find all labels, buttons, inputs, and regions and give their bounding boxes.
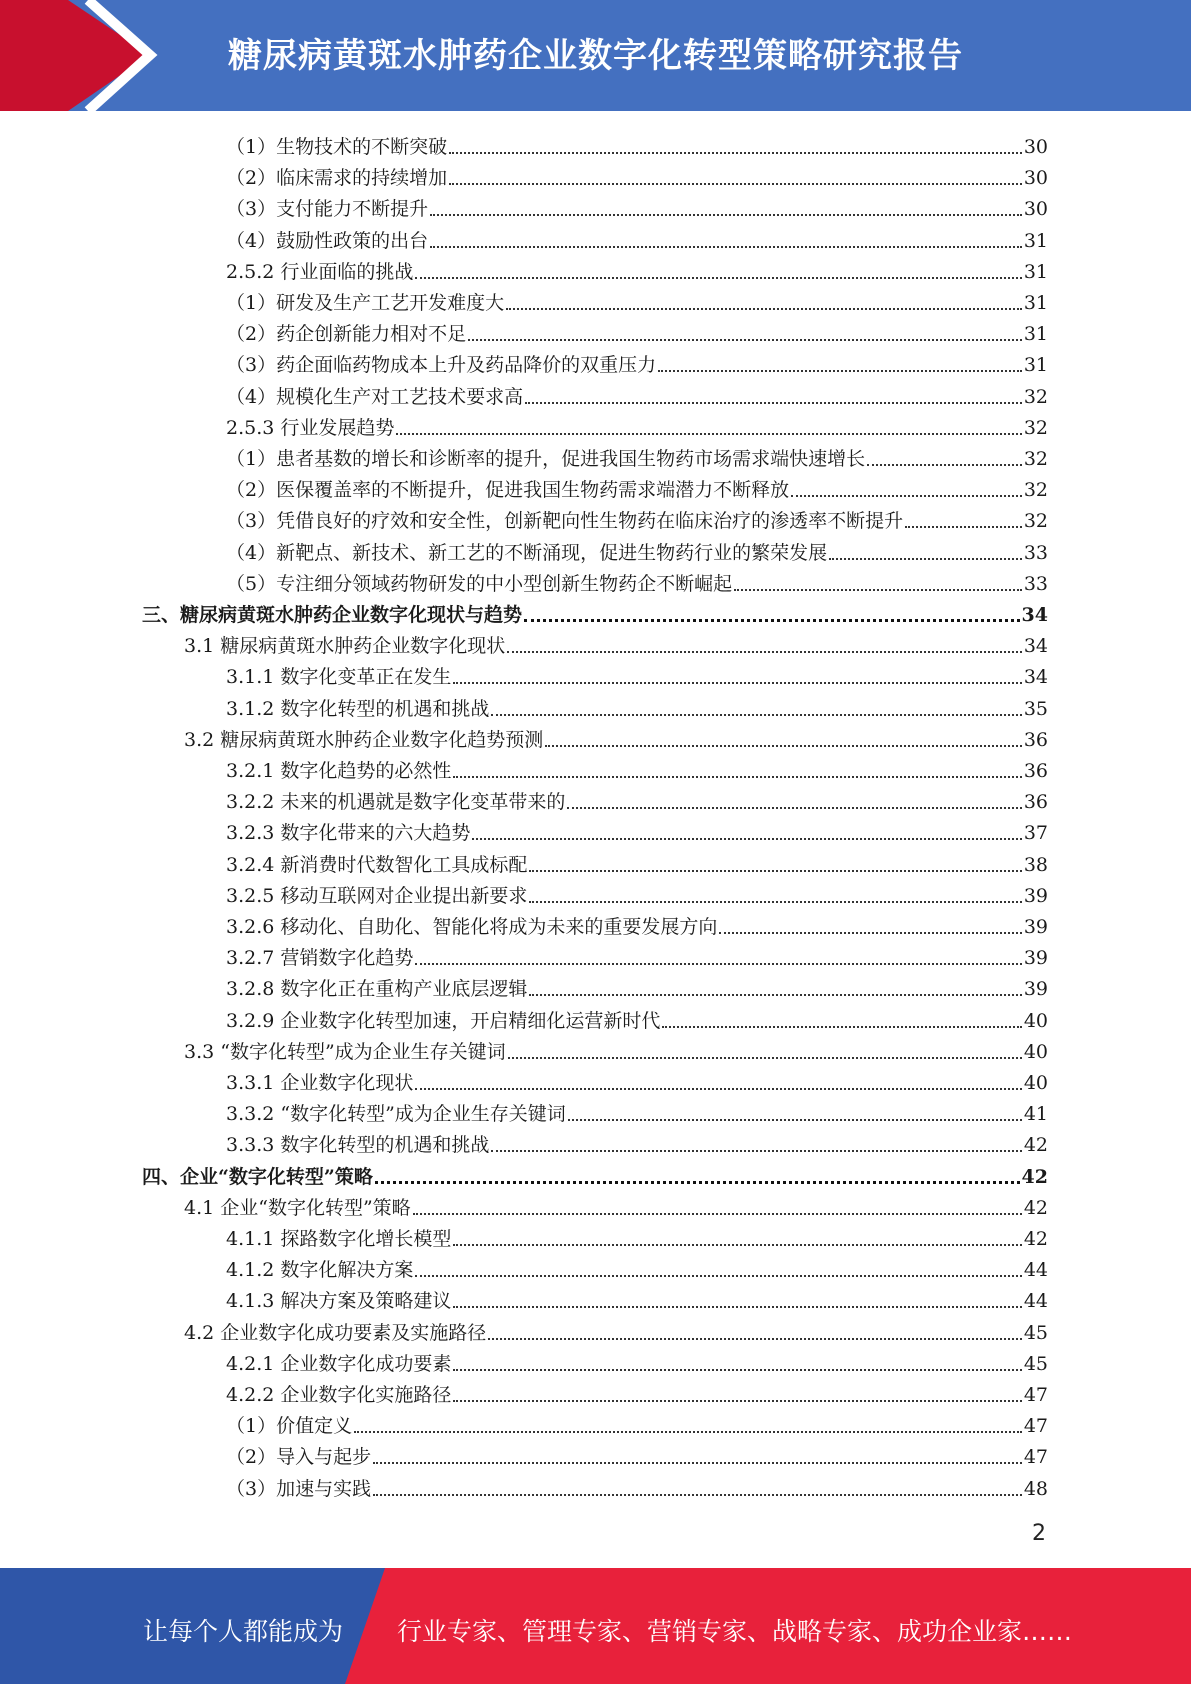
- toc-entry-page: 30: [1023, 136, 1048, 158]
- toc-entry-title: 2.5.2 行业面临的挑战: [226, 260, 414, 283]
- toc-leader-dots: [658, 369, 1022, 372]
- toc-entry[interactable]: [142, 596, 1048, 627]
- toc-leader-dots: [491, 1149, 1021, 1152]
- toc-entry-title: 3.2.5 移动互联网对企业提出新要求: [226, 884, 528, 907]
- toc-entry-title: 3.2.2 未来的机遇就是数字化变革带来的: [226, 791, 566, 814]
- toc-leader-dots: [905, 525, 1022, 528]
- toc-entry-page: 41: [1023, 1103, 1048, 1126]
- toc-entry[interactable]: [226, 502, 1048, 533]
- toc-entry[interactable]: [226, 1345, 1048, 1376]
- toc-entry[interactable]: [142, 1158, 1048, 1189]
- toc-entry-title: 3.2.4 新消费时代数智化工具成标配: [226, 853, 528, 876]
- toc-entry-page: 30: [1023, 198, 1048, 221]
- toc-entry[interactable]: [226, 814, 1048, 845]
- footer-slogan-left: 让每个人都能成为: [143, 1617, 344, 1646]
- toc-entry[interactable]: [226, 190, 1048, 221]
- toc-entry-title: （1）患者基数的增长和诊断率的提升，促进我国生物药市场需求端快速增长: [226, 448, 866, 470]
- toc-entry-page: 32: [1023, 448, 1048, 470]
- toc-entry-title: （3）凭借良好的疗效和安全性，创新靶向性生物药在临床治疗的渗透率不断提升: [226, 510, 904, 533]
- toc-entry-title: 3.1 糖尿病黄斑水肿药企业数字化现状: [184, 635, 506, 658]
- toc-entry[interactable]: [184, 721, 1048, 752]
- toc-entry-page: 42: [1023, 1228, 1048, 1250]
- toc-leader-dots: [529, 900, 1021, 903]
- toc-entry-title: 3.2.6 移动化、自助化、智能化将成为未来的重要发展方向: [226, 916, 718, 938]
- toc-entry[interactable]: [184, 1033, 1048, 1064]
- toc-entry-title: 3.3 “数字化转型”成为企业生存关键词: [184, 1040, 506, 1063]
- toc-entry-page: 31: [1023, 229, 1048, 252]
- toc-leader-dots: [453, 1399, 1021, 1402]
- toc-leader-dots: [468, 338, 1022, 341]
- toc-entry[interactable]: [226, 222, 1048, 253]
- toc-entry-page: 40: [1023, 1040, 1048, 1063]
- toc-leader-dots: [829, 557, 1022, 560]
- toc-entry[interactable]: [226, 970, 1048, 1001]
- toc-entry-page: 32: [1023, 479, 1048, 502]
- toc-leader-dots: [354, 1430, 1022, 1433]
- footer-slogan-right: 行业专家、管理专家、营销专家、战略专家、成功企业家……: [397, 1617, 1073, 1646]
- toc-entry-page: 39: [1023, 916, 1048, 938]
- toc-entry-title: 3.3.3 数字化转型的机遇和挑战: [226, 1134, 490, 1157]
- toc-entry-title: 3.2.3 数字化带来的六大趋势: [226, 822, 471, 845]
- toc-entry-page: 34: [1021, 604, 1048, 626]
- toc-entry-page: 34: [1023, 635, 1048, 658]
- toc-entry-title: 4.2 企业数字化成功要素及实施路径: [184, 1321, 487, 1344]
- toc-entry-page: 47: [1023, 1446, 1048, 1469]
- toc-entry-title: （4）鼓励性政策的出台: [226, 229, 429, 252]
- toc-leader-dots: [396, 432, 1021, 435]
- toc-leader-dots: [734, 588, 1022, 591]
- toc-entry[interactable]: [226, 128, 1048, 159]
- toc-entry[interactable]: [226, 409, 1048, 440]
- toc-entry-page: 36: [1023, 728, 1048, 751]
- toc-entry-page: 35: [1023, 697, 1048, 720]
- toc-entry[interactable]: [226, 253, 1048, 284]
- toc-entry-page: 44: [1023, 1259, 1048, 1282]
- toc-entry[interactable]: [226, 315, 1048, 346]
- toc-entry-page: 30: [1023, 167, 1048, 190]
- toc-entry-page: 40: [1023, 1072, 1048, 1094]
- toc-leader-dots: [472, 837, 1021, 840]
- toc-entry-page: 32: [1023, 510, 1048, 533]
- toc-entry-title: 三、糖尿病黄斑水肿药企业数字化现状与趋势: [142, 604, 523, 626]
- toc-leader-dots: [662, 1025, 1021, 1028]
- toc-entry-title: （2）医保覆盖率的不断提升，促进我国生物药需求端潜力不断释放: [226, 479, 790, 502]
- toc-leader-dots: [430, 213, 1022, 216]
- toc-entry-page: 34: [1023, 666, 1048, 689]
- toc-leader-dots: [525, 401, 1022, 404]
- toc-entry[interactable]: [184, 1314, 1048, 1345]
- toc-entry[interactable]: [226, 752, 1048, 783]
- toc-leader-dots: [453, 1305, 1021, 1308]
- toc-leader-dots: [453, 1243, 1021, 1246]
- toc-entry-page: 39: [1023, 978, 1048, 1001]
- toc-entry-title: 四、企业“数字化转型”策略: [142, 1165, 373, 1188]
- toc-entry-page: 31: [1023, 260, 1048, 283]
- toc-leader-dots: [529, 869, 1021, 872]
- toc-entry-title: 3.1.2 数字化转型的机遇和挑战: [226, 697, 490, 720]
- toc-entry[interactable]: [226, 440, 1048, 471]
- toc-entry[interactable]: [226, 1002, 1048, 1033]
- toc-entry-page: 42: [1023, 1134, 1048, 1157]
- toc-entry[interactable]: [226, 1220, 1048, 1251]
- toc-entry[interactable]: [226, 846, 1048, 877]
- toc-leader-dots: [488, 1337, 1022, 1340]
- toc-entry-title: 2.5.3 行业发展趋势: [226, 416, 395, 439]
- toc-entry-title: 3.2.7 营销数字化趋势: [226, 947, 414, 970]
- toc-leader-dots: [567, 806, 1021, 809]
- toc-entry-page: 39: [1023, 947, 1048, 970]
- toc-entry[interactable]: [226, 877, 1048, 908]
- toc-entry-page: 33: [1023, 541, 1048, 564]
- toc-entry-title: （1）生物技术的不断突破: [226, 136, 448, 158]
- toc-entry-title: 3.2.9 企业数字化转型加速，开启精细化运营新时代: [226, 1009, 661, 1032]
- toc-leader-dots: [375, 1180, 1020, 1184]
- toc-entry[interactable]: [226, 1376, 1048, 1407]
- toc-entry[interactable]: [226, 565, 1048, 596]
- toc-leader-dots: [415, 962, 1021, 965]
- toc-entry[interactable]: [226, 1282, 1048, 1313]
- toc-entry-page: 42: [1021, 1165, 1048, 1188]
- toc-entry-page: 38: [1023, 853, 1048, 876]
- toc-entry[interactable]: [226, 471, 1048, 502]
- toc-entry-title: 3.2.1 数字化趋势的必然性: [226, 760, 452, 782]
- toc-entry-page: 31: [1023, 354, 1048, 377]
- toc-leader-dots: [373, 1493, 1022, 1496]
- toc-entry[interactable]: [226, 378, 1048, 409]
- toc-leader-dots: [373, 1461, 1022, 1464]
- toc-entry[interactable]: [226, 908, 1048, 939]
- toc-entry[interactable]: [226, 939, 1048, 970]
- toc-entry[interactable]: [226, 658, 1048, 689]
- toc-entry[interactable]: [226, 1095, 1048, 1126]
- toc-entry-page: 39: [1023, 884, 1048, 907]
- toc-entry[interactable]: [226, 1470, 1048, 1501]
- toc-entry-title: （3）药企面临药物成本上升及药品降价的双重压力: [226, 354, 657, 377]
- toc-leader-dots: [449, 151, 1022, 154]
- toc-entry-page: 36: [1023, 760, 1048, 782]
- toc-entry-title: 3.2.8 数字化正在重构产业底层逻辑: [226, 978, 528, 1001]
- toc-leader-dots: [415, 1087, 1021, 1090]
- toc-entry[interactable]: [226, 690, 1048, 721]
- toc-entry-title: 4.2.1 企业数字化成功要素: [226, 1352, 452, 1375]
- toc-leader-dots: [415, 276, 1021, 279]
- toc-entry-title: （5）专注细分领域药物研发的中小型创新生物药企不断崛起: [226, 572, 733, 595]
- toc-entry-page: 40: [1023, 1009, 1048, 1032]
- toc-leader-dots: [506, 307, 1022, 310]
- toc-entry-page: 32: [1023, 416, 1048, 439]
- toc-leader-dots: [449, 182, 1022, 185]
- toc-entry-page: 42: [1023, 1196, 1048, 1219]
- toc-leader-dots: [453, 775, 1021, 778]
- toc-entry[interactable]: [226, 1438, 1048, 1469]
- toc-entry-page: 32: [1023, 385, 1048, 408]
- toc-entry-title: （2）临床需求的持续增加: [226, 167, 448, 190]
- toc-entry-page: 36: [1023, 791, 1048, 814]
- toc-entry[interactable]: [184, 1189, 1048, 1220]
- toc-entry-page: 47: [1023, 1384, 1048, 1406]
- toc-leader-dots: [791, 494, 1022, 497]
- page-header: [0, 0, 1191, 111]
- toc-entry[interactable]: [226, 1126, 1048, 1157]
- toc-entry-title: 4.2.2 企业数字化实施路径: [226, 1384, 452, 1406]
- toc-leader-dots: [430, 245, 1022, 248]
- toc-entry-title: （1）研发及生产工艺开发难度大: [226, 292, 505, 314]
- page-footer: [0, 1568, 1191, 1684]
- toc-entry-page: 31: [1023, 292, 1048, 314]
- toc-entry-title: （2）导入与起步: [226, 1446, 372, 1469]
- toc-entry[interactable]: [226, 346, 1048, 377]
- toc-leader-dots: [867, 463, 1022, 466]
- toc-entry-page: 47: [1023, 1415, 1048, 1438]
- toc-entry-title: 4.1.1 探路数字化增长模型: [226, 1228, 452, 1250]
- toc-entry[interactable]: [226, 1251, 1048, 1282]
- toc-entry[interactable]: [226, 284, 1048, 315]
- toc-leader-dots: [568, 1118, 1022, 1121]
- toc-leader-dots: [453, 681, 1021, 684]
- toc-entry-title: （3）支付能力不断提升: [226, 198, 429, 221]
- toc-leader-dots: [491, 713, 1021, 716]
- toc-entry-title: 4.1.3 解决方案及策略建议: [226, 1290, 452, 1313]
- toc-entry[interactable]: [226, 1064, 1048, 1095]
- toc-entry-page: 45: [1023, 1321, 1048, 1344]
- toc-entry[interactable]: [226, 159, 1048, 190]
- toc-entry-title: 4.1 企业“数字化转型”策略: [184, 1196, 411, 1219]
- toc-entry-title: 3.2 糖尿病黄斑水肿药企业数字化趋势预测: [184, 728, 544, 751]
- report-title: 糖尿病黄斑水肿药企业数字化转型策略研究报告: [228, 36, 963, 76]
- toc-leader-dots: [507, 650, 1022, 653]
- toc-entry-page: 44: [1023, 1290, 1048, 1313]
- toc-entry[interactable]: [226, 1407, 1048, 1438]
- toc-entry-title: 4.1.2 数字化解决方案: [226, 1259, 414, 1282]
- toc-leader-dots: [529, 993, 1021, 996]
- toc-leader-dots: [524, 618, 1020, 622]
- toc-entry-page: 48: [1023, 1477, 1048, 1500]
- toc-entry-title: （3）加速与实践: [226, 1477, 372, 1500]
- page-number: 2: [1032, 1521, 1046, 1546]
- toc-entry[interactable]: [184, 627, 1048, 658]
- toc-leader-dots: [453, 1368, 1021, 1371]
- toc-entry[interactable]: [226, 534, 1048, 565]
- toc-entry-title: （1）价值定义: [226, 1415, 353, 1438]
- toc-leader-dots: [415, 1274, 1021, 1277]
- toc-entry-title: （4）新靶点、新技术、新工艺的不断涌现，促进生物药行业的繁荣发展: [226, 541, 828, 564]
- toc-entry-page: 33: [1023, 572, 1048, 595]
- toc-entry-page: 37: [1023, 822, 1048, 845]
- toc-leader-dots: [545, 744, 1022, 747]
- toc-leader-dots: [413, 1212, 1022, 1215]
- toc-entry-title: 3.3.2 “数字化转型”成为企业生存关键词: [226, 1103, 566, 1126]
- toc-entry-page: 31: [1023, 323, 1048, 346]
- toc-entry[interactable]: [226, 783, 1048, 814]
- toc-entry-page: 45: [1023, 1352, 1048, 1375]
- toc-entry-title: （2）药企创新能力相对不足: [226, 323, 467, 346]
- toc-entry-title: 3.1.1 数字化变革正在发生: [226, 666, 452, 689]
- toc-leader-dots: [719, 931, 1021, 934]
- toc-leader-dots: [508, 1056, 1022, 1059]
- toc-entry-title: （4）规模化生产对工艺技术要求高: [226, 385, 524, 408]
- toc-entry-title: 3.3.1 企业数字化现状: [226, 1072, 414, 1094]
